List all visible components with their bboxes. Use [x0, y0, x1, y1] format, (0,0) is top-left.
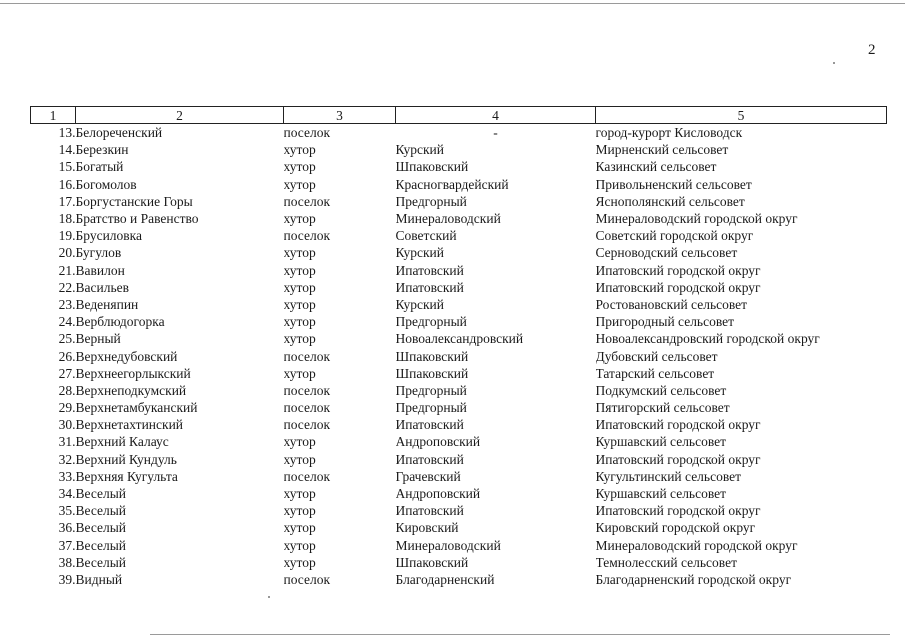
settlement-name: Верхнеподкумский	[75, 382, 187, 398]
row-number: 32.	[58, 451, 76, 467]
settlement-type: хутор	[283, 503, 316, 519]
district-name: Ипатовский	[395, 262, 464, 278]
settlement-name: Богомолов	[75, 176, 137, 192]
settlement-type: хутор	[283, 331, 316, 347]
table-row	[31, 571, 887, 588]
row-number: 24.	[58, 314, 76, 330]
district-name: Красногвардейский	[395, 176, 509, 192]
row-number: 25.	[58, 331, 76, 347]
row-number: 30.	[58, 417, 76, 433]
district-name: Предгорный	[395, 193, 467, 209]
settlement-type: хутор	[283, 314, 316, 330]
table-row	[31, 227, 887, 244]
settlement-name: Васильев	[75, 279, 129, 295]
district-name: Шпаковский	[395, 159, 469, 175]
table-row	[31, 451, 887, 468]
header-cell-col2: 2	[76, 107, 284, 124]
municipality-name: Куршавский сельсовет	[595, 486, 727, 502]
municipality-name: город-курорт Кисловодск	[595, 125, 743, 141]
district-name: Курский	[395, 245, 444, 261]
district-name: Предгорный	[395, 400, 467, 416]
table-row	[31, 347, 887, 364]
settlement-name: Богатый	[75, 159, 124, 175]
settlement-name: Веселый	[75, 486, 127, 502]
table-row	[31, 176, 887, 193]
settlement-name: Веселый	[75, 503, 127, 519]
municipality-name: Дубовский сельсовет	[595, 348, 718, 364]
municipality-name: Советский городской округ	[595, 228, 754, 244]
header-cell-col4: 4	[396, 107, 596, 124]
table-row	[31, 554, 887, 571]
table-row	[31, 210, 887, 227]
row-number: 15.	[58, 159, 76, 175]
scan-speck	[268, 596, 270, 598]
settlement-type: хутор	[283, 211, 316, 227]
settlement-type: хутор	[283, 520, 316, 536]
municipality-name: Ипатовский городской округ	[595, 417, 761, 433]
settlement-name: Веселый	[75, 554, 127, 570]
district-name: Ипатовский	[395, 503, 464, 519]
district-name: Ипатовский	[395, 417, 464, 433]
table-row	[31, 279, 887, 296]
settlement-type: хутор	[283, 537, 316, 553]
table-row	[31, 313, 887, 330]
settlement-type: хутор	[283, 296, 316, 312]
header-cell-col5: 5	[596, 107, 887, 124]
table-row	[31, 382, 887, 399]
table-row	[31, 416, 887, 433]
district-name: Минераловодский	[395, 537, 501, 553]
table-row	[31, 244, 887, 261]
settlement-name: Верхняя Кугульта	[75, 468, 178, 484]
district-name: Кировский	[395, 520, 459, 536]
row-number: 21.	[58, 262, 76, 278]
district-name: Предгорный	[395, 382, 467, 398]
settlement-type: хутор	[283, 279, 316, 295]
municipality-name: Подкумский сельсовет	[595, 382, 727, 398]
row-number: 20.	[58, 245, 76, 261]
municipality-name: Яснополянский сельсовет	[595, 193, 745, 209]
district-name: -	[493, 125, 498, 141]
settlement-name: Вавилон	[75, 262, 125, 278]
row-number: 22.	[58, 279, 76, 295]
settlement-type: поселок	[283, 571, 331, 587]
municipality-name: Пригородный сельсовет	[595, 314, 735, 330]
settlement-name: Братство и Равенство	[75, 211, 199, 227]
municipality-name: Ростовановский сельсовет	[595, 296, 748, 312]
settlement-type: хутор	[283, 262, 316, 278]
row-number: 37.	[58, 537, 76, 553]
municipality-name: Благодарненский городской округ	[595, 571, 792, 587]
row-number: 16.	[58, 176, 76, 192]
municipality-name: Серноводский сельсовет	[595, 245, 738, 261]
table-row	[31, 262, 887, 279]
row-number: 31.	[58, 434, 76, 450]
table-row	[31, 330, 887, 347]
row-number: 17.	[58, 193, 76, 209]
municipality-name: Татарский сельсовет	[595, 365, 715, 381]
scan-edge-line-top	[0, 3, 905, 4]
settlement-type: хутор	[283, 245, 316, 261]
row-number: 23.	[58, 296, 76, 312]
municipality-name: Ипатовский городской округ	[595, 451, 761, 467]
scan-edge-line-bottom	[150, 634, 890, 635]
district-name: Курский	[395, 296, 444, 312]
row-number: 38.	[58, 554, 76, 570]
settlement-name: Березкин	[75, 142, 129, 158]
municipality-name: Казинский сельсовет	[595, 159, 717, 175]
settlements-table	[30, 106, 887, 588]
municipality-name: Кугультинский сельсовет	[595, 468, 742, 484]
district-name: Курский	[395, 142, 444, 158]
settlement-name: Верхнеегорлыкский	[75, 365, 191, 381]
municipality-name: Пятигорский сельсовет	[595, 400, 730, 416]
table-header-row	[31, 107, 887, 124]
settlement-type: поселок	[283, 400, 331, 416]
table-row	[31, 296, 887, 313]
district-name: Благодарненский	[395, 571, 495, 587]
municipality-name: Кировский городской округ	[595, 520, 756, 536]
settlement-name: Верхнетамбуканский	[75, 400, 198, 416]
district-name: Шпаковский	[395, 365, 469, 381]
row-number: 26.	[58, 348, 76, 364]
settlement-type: поселок	[283, 193, 331, 209]
row-number: 14.	[58, 142, 76, 158]
municipality-name: Ипатовский городской округ	[595, 279, 761, 295]
row-number: 36.	[58, 520, 76, 536]
municipality-name: Привольненский сельсовет	[595, 176, 752, 192]
municipality-name: Минераловодский городской округ	[595, 211, 798, 227]
district-name: Андроповский	[395, 486, 481, 502]
table-row	[31, 519, 887, 536]
municipality-name: Куршавский сельсовет	[595, 434, 727, 450]
municipality-name: Мирненский сельсовет	[595, 142, 729, 158]
settlement-type: хутор	[283, 451, 316, 467]
district-name: Шпаковский	[395, 554, 469, 570]
settlement-name: Боргустанские Горы	[75, 193, 193, 209]
settlement-type: хутор	[283, 434, 316, 450]
settlement-name: Бугулов	[75, 245, 122, 261]
settlement-type: хутор	[283, 176, 316, 192]
row-number: 13.	[58, 125, 76, 141]
settlement-type: хутор	[283, 159, 316, 175]
municipality-name: Новоалександровский городской округ	[595, 331, 820, 347]
table-row	[31, 365, 887, 382]
settlement-name: Верблюдогорка	[75, 314, 165, 330]
district-name: Советский	[395, 228, 457, 244]
row-number: 39.	[58, 571, 76, 587]
settlement-type: поселок	[283, 417, 331, 433]
settlement-name: Белореченский	[75, 125, 163, 141]
table-row	[31, 399, 887, 416]
row-number: 27.	[58, 365, 76, 381]
district-name: Новоалександровский	[395, 331, 524, 347]
page-number: 2	[868, 42, 876, 58]
settlement-name: Брусиловка	[75, 228, 142, 244]
district-name: Ипатовский	[395, 279, 464, 295]
municipality-name: Минераловодский городской округ	[595, 537, 798, 553]
municipality-name: Ипатовский городской округ	[595, 262, 761, 278]
district-name: Шпаковский	[395, 348, 469, 364]
municipality-name: Темнолесский сельсовет	[595, 554, 737, 570]
settlement-name: Веселый	[75, 537, 127, 553]
table-row	[31, 158, 887, 175]
row-number: 28.	[58, 382, 76, 398]
settlement-name: Видный	[75, 571, 123, 587]
district-name: Андроповский	[395, 434, 481, 450]
row-number: 35.	[58, 503, 76, 519]
settlement-name: Верхний Калаус	[75, 434, 169, 450]
row-number: 34.	[58, 486, 76, 502]
settlement-type: хутор	[283, 554, 316, 570]
table-body	[31, 124, 887, 589]
table-row	[31, 124, 887, 142]
settlement-type: хутор	[283, 365, 316, 381]
settlement-type: хутор	[283, 486, 316, 502]
row-number: 29.	[58, 400, 76, 416]
settlement-type: поселок	[283, 125, 331, 141]
table-row	[31, 502, 887, 519]
settlement-name: Верхний Кундуль	[75, 451, 177, 467]
settlement-type: хутор	[283, 142, 316, 158]
row-number: 19.	[58, 228, 76, 244]
settlement-name: Верхнетахтинский	[75, 417, 184, 433]
settlement-name: Веселый	[75, 520, 127, 536]
settlement-type: поселок	[283, 468, 331, 484]
table-row	[31, 537, 887, 554]
district-name: Ипатовский	[395, 451, 464, 467]
settlement-name: Веденяпин	[75, 296, 139, 312]
settlement-type: поселок	[283, 382, 331, 398]
table-row	[31, 468, 887, 485]
header-cell-col3: 3	[284, 107, 396, 124]
settlement-name: Верный	[75, 331, 121, 347]
table-row	[31, 485, 887, 502]
scan-speck	[833, 62, 835, 64]
row-number: 33.	[58, 468, 76, 484]
district-name: Грачевский	[395, 468, 461, 484]
settlement-type: поселок	[283, 228, 331, 244]
table-row	[31, 433, 887, 450]
table-row	[31, 193, 887, 210]
header-cell-col1: 1	[31, 107, 76, 124]
table-row	[31, 141, 887, 158]
settlement-name: Верхнедубовский	[75, 348, 178, 364]
district-name: Минераловодский	[395, 211, 501, 227]
row-number: 18.	[58, 211, 76, 227]
municipality-name: Ипатовский городской округ	[595, 503, 761, 519]
district-name: Предгорный	[395, 314, 467, 330]
settlement-type: поселок	[283, 348, 331, 364]
